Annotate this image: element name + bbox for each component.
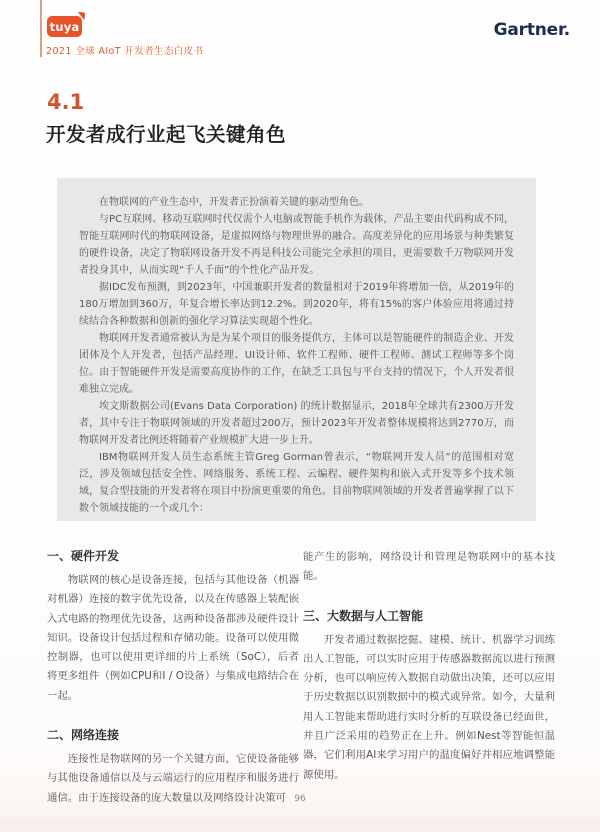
tuya-logo-text: tuya (49, 19, 80, 34)
tuya-logo (47, 16, 82, 37)
intro-paragraph: 埃文斯数据公司(Evans Data Corporation) 的统计数据显示，2018年全球共有2300万开发者，其中专注于物联网领域的开发者超过200万，预计2023年开发者整体规模将达到2770万，而物联网开发者比例还将随着产业规模扩大进一步上升。 (79, 401, 514, 446)
section-number: 4.1 (47, 90, 85, 114)
skill-section-hardware (47, 548, 299, 706)
skill-section-network-continued (303, 548, 555, 587)
intro-paragraph: 物联网开发者通常被认为是为某个项目的服务提供方，主体可以是智能硬件的制造企业、开发团体及个人开发者，包括产品经理、UI设计师、软件工程师、硬件工程师、测试工程师等多个岗位。由于智能硬件开发是需要高度协作的工作，在缺乏工具包与平台支持的情况下，个人开发者很难独立完成。 (79, 333, 514, 395)
skill-heading-bigdata-ai: 三、大数据与人工智能 (303, 608, 424, 623)
skill-heading-network: 二、网络连接 (47, 728, 120, 743)
intro-paragraph: 与PC互联网、移动互联网时代仅需个人电脑或智能手机作为载体，产品主要由代码构成不同，智能互联网时代的物联网设备，是虚拟网络与物理世界的融合。高度差异化的应用场景与种类繁复的硬件设备，决定了物联网设备开发不再是科技公司能完全承担的项目，更需要数千万物联网开发者投身其中，从而实现“千人千面”的个性化产品开发。 (79, 214, 514, 276)
intro-paragraph: IBM物联网开发人员生态系统主管Greg Gorman曾表示，“物联网开发人员”的范围相对宽泛，涉及领域包括安全性、网络服务、系统工程、云编程、硬件架构和嵌入式开发等多个技术领域，复合型技能的开发者将在项目中扮演更重要的角色。目前物联网领域的开发者普遍掌握了以下数个领域技能的一个或几个： (79, 452, 514, 514)
skill-body-network-left: 连接性是物联网的另一个关键方面，它使设备能够与其他设备通信以及与云端运行的应用程序和服务进行通信。由于连接设备的庞大数量以及网络设计决策可 (47, 753, 299, 804)
skills-column-left (47, 548, 299, 808)
intro-paragraph: 据IDC发布预测，到2023年，中国兼职开发者的数量相对于2019年将增加一倍，从2019年的180万增加到360万，年复合增长率达到12.2%。到2020年，将有15%的客户体验应用将通过持续结合各种数据和创新的强化学习算法实现超个性化。 (79, 282, 514, 327)
header-vertical-rule (40, 0, 42, 57)
whitepaper-subtitle: 2021 全球 AIoT 开发者生态白皮书 (46, 46, 204, 57)
gartner-logo: Gartner. (493, 20, 570, 40)
intro-text-box (57, 178, 536, 521)
skill-body-network-right: 能产生的影响，网络设计和管理是物联网中的基本技能。 (303, 551, 555, 583)
page-title: 开发者成行业起飞关键角色 (46, 123, 287, 146)
skill-section-bigdata-ai (303, 608, 555, 785)
intro-paragraph: 在物联网的产业生态中，开发者正扮演着关键的驱动型角色。 (99, 197, 369, 208)
page-number: 96 (294, 794, 306, 804)
skill-body-hardware: 物联网的核心是设备连接，包括与其他设备（机器对机器）连接的数字优先设备，以及在传感器上装配嵌入式电路的物理优先设备，这两种设备都涉及硬件设计知识。设备设计包括过程和存储功能。设备可以使用微控制器，也可以使用更详细的片上系统（SoC），后者将更多组件（例如CPU和I / O设备）与集成电路结合在一起。 (47, 574, 299, 702)
skill-body-bigdata-ai: 开发者通过数据挖掘、建模、统计、机器学习训练出人工智能，可以实时应用于传感器数据流以进行预测分析，也可以响应传入数据自动做出决策，还可以应用于历史数据以识别数据中的模式或异常。如今，大量利用人工智能来帮助进行实时分析的互联设备已经面世，并且广泛采用的趋势正在上升。例如Nest等智能恒温器，它们利用AI来学习用户的温度偏好并相应地调整能源使用。 (303, 633, 555, 781)
skills-column-right (303, 548, 555, 785)
skill-heading-hardware: 一、硬件开发 (47, 549, 120, 563)
footer-band (0, 819, 600, 832)
